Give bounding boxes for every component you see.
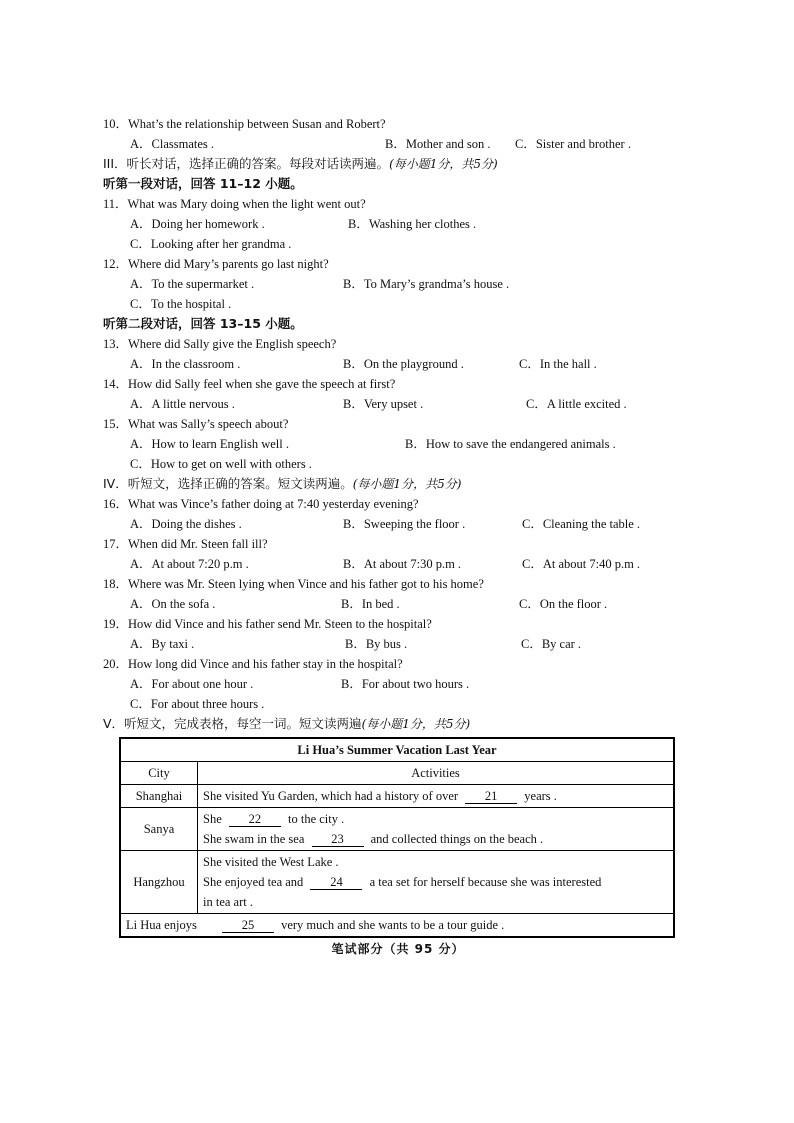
question-20-options-2 <box>103 694 693 714</box>
question-15-options-2 <box>103 454 693 474</box>
hangzhou-l2-text-end: a tea set for herself because she was interested <box>369 875 602 889</box>
blank-23[interactable]: 23 <box>312 832 364 847</box>
q15-option-a[interactable]: A．How to learn English well . <box>130 437 290 451</box>
hangzhou-line-1: She visited the West Lake . <box>203 855 339 869</box>
question-10-options <box>103 134 693 154</box>
blank-24[interactable]: 24 <box>310 875 362 890</box>
blank-25[interactable]: 25 <box>222 918 274 933</box>
table-title: Li Hua’s Summer Vacation Last Year <box>120 738 674 762</box>
sanya-l1-text-end: to the city . <box>288 812 345 826</box>
question-19-stem: 19．How did Vince and his father send Mr. Steen to the hospital? <box>103 617 432 631</box>
q19-option-a[interactable]: A．By taxi . <box>130 637 195 651</box>
col-header-city: City <box>120 762 198 785</box>
written-section-heading: 笔试部分（共 95 分） <box>331 942 465 956</box>
question-13-options <box>103 354 693 374</box>
table-title-row <box>120 738 674 762</box>
q17-option-c[interactable]: C．At about 7:40 p.m . <box>522 557 641 571</box>
q13-option-b[interactable]: B．On the playground . <box>343 357 464 371</box>
question-12-options-2 <box>103 294 693 314</box>
q10-option-c[interactable]: C．Sister and brother . <box>515 137 631 151</box>
sanya-l2-text-end: and collected things on the beach . <box>370 832 544 846</box>
q18-option-b[interactable]: B．In bed . <box>341 597 400 611</box>
section-3-heading <box>103 154 693 174</box>
section-5-heading <box>103 714 693 734</box>
section-4-heading <box>103 474 693 494</box>
question-16-stem: 16．What was Vince’s father doing at 7:40 yesterday evening? <box>103 497 419 511</box>
sanya-line-1 <box>203 809 668 829</box>
question-12-stem: 12．Where did Mary’s parents go last night? <box>103 257 329 271</box>
hangzhou-line-3: in tea art . <box>203 895 253 909</box>
table-row-hangzhou <box>120 851 674 914</box>
col-header-activities: Activities <box>198 762 675 785</box>
question-18-stem: 18．Where was Mr. Steen lying when Vince and his father got to his home? <box>103 577 484 591</box>
q18-option-a[interactable]: A．On the sofa . <box>130 597 216 611</box>
city-shanghai: Shanghai <box>120 785 198 808</box>
q18-option-c[interactable]: C．On the floor . <box>519 597 608 611</box>
section-4-note: (每小题1分，共5分) <box>352 477 462 491</box>
q17-option-b[interactable]: B．At about 7:30 p.m . <box>343 557 462 571</box>
subheading-dialogue-1: 听第一段对话，回答 11–12 小题。 <box>103 176 303 191</box>
question-15-options <box>103 434 693 454</box>
question-17-stem: 17．When did Mr. Steen fall ill? <box>103 537 268 551</box>
question-10-stem: 10．What’s the relationship between Susan and Robert? <box>103 117 386 131</box>
content <box>103 114 693 957</box>
question-11-stem: 11．What was Mary doing when the light went out? <box>103 197 366 211</box>
section-4-title: IV．听短文，选择正确的答案。短文读两遍。 <box>103 476 353 491</box>
q14-option-c[interactable]: C．A little excited . <box>526 397 627 411</box>
q17-option-a[interactable]: A．At about 7:20 p.m . <box>130 557 249 571</box>
question-14-options <box>103 394 693 414</box>
q20-option-c[interactable]: C．For about three hours . <box>130 697 265 711</box>
question-20-options <box>103 674 693 694</box>
city-sanya: Sanya <box>120 808 198 851</box>
table-row-summary <box>120 914 674 938</box>
table-row-sanya <box>120 808 674 851</box>
q16-option-a[interactable]: A．Doing the dishes . <box>130 517 242 531</box>
q14-option-b[interactable]: B．Very upset . <box>343 397 424 411</box>
q13-option-a[interactable]: A．In the classroom . <box>130 357 241 371</box>
q11-option-c[interactable]: C．Looking after her grandma . <box>130 237 292 251</box>
question-16-options <box>103 514 693 534</box>
question-20-stem: 20．How long did Vince and his father stay in the hospital? <box>103 657 403 671</box>
question-14-stem: 14．How did Sally feel when she gave the speech at first? <box>103 377 396 391</box>
q12-option-c[interactable]: C．To the hospital . <box>130 297 232 311</box>
section-5-title: V．听短文，完成表格，每空一词。短文读两遍 <box>103 716 362 731</box>
summary-text-end: very much and she wants to be a tour guide . <box>281 918 505 932</box>
q13-option-c[interactable]: C．In the hall . <box>519 357 597 371</box>
question-17-options <box>103 554 693 574</box>
blank-21[interactable]: 21 <box>465 789 517 804</box>
q11-option-b[interactable]: B．Washing her clothes . <box>348 217 477 231</box>
sanya-l2-text: She swam in the sea <box>203 832 305 846</box>
city-hangzhou: Hangzhou <box>120 851 198 914</box>
summary-cell <box>120 914 674 938</box>
q14-option-a[interactable]: A．A little nervous . <box>130 397 235 411</box>
question-18-options <box>103 594 693 614</box>
q19-option-c[interactable]: C．By car . <box>521 637 582 651</box>
q20-option-b[interactable]: B．For about two hours . <box>341 677 470 691</box>
blank-22[interactable]: 22 <box>229 812 281 827</box>
table-row-shanghai <box>120 785 674 808</box>
sanya-line-2 <box>203 829 668 849</box>
section-5-note: (每小题1分，共5分) <box>361 717 471 731</box>
section-3-note: (每小题1分，共5分) <box>389 157 498 171</box>
q11-option-a[interactable]: A．Doing her homework . <box>130 217 265 231</box>
q10-option-b[interactable]: B．Mother and son . <box>385 137 491 151</box>
vacation-table <box>119 737 675 938</box>
q16-option-b[interactable]: B．Sweeping the floor . <box>343 517 466 531</box>
hangzhou-line-2 <box>203 872 668 892</box>
q12-option-b[interactable]: B．To Mary’s grandma’s house . <box>343 277 510 291</box>
question-11-options <box>103 214 693 234</box>
q19-option-b[interactable]: B．By bus . <box>345 637 408 651</box>
summary-text: Li Hua enjoys <box>126 918 197 932</box>
q16-option-c[interactable]: C．Cleaning the table . <box>522 517 641 531</box>
question-15-stem: 15．What was Sally’s speech about? <box>103 417 289 431</box>
activities-hangzhou <box>198 851 675 914</box>
q15-option-c[interactable]: C．How to get on well with others . <box>130 457 312 471</box>
activities-sanya <box>198 808 675 851</box>
section-3-title: III．听长对话，选择正确的答案。每段对话读两遍。 <box>103 156 390 171</box>
q20-option-a[interactable]: A．For about one hour . <box>130 677 254 691</box>
sanya-l1-text: She <box>203 812 222 826</box>
q10-option-a[interactable]: A．Classmates . <box>130 137 215 151</box>
shanghai-text: She visited Yu Garden, which had a history of over <box>203 789 459 803</box>
question-12-options <box>103 274 693 294</box>
subheading-dialogue-2: 听第二段对话，回答 13–15 小题。 <box>103 316 303 331</box>
hangzhou-l2-text: She enjoyed tea and <box>203 875 304 889</box>
question-19-options <box>103 634 693 654</box>
question-13-stem: 13．Where did Sally give the English speech? <box>103 337 337 351</box>
shanghai-text-end: years . <box>524 789 557 803</box>
q12-option-a[interactable]: A．To the supermarket . <box>130 277 255 291</box>
question-11-options-2 <box>103 234 693 254</box>
activities-shanghai <box>198 785 675 808</box>
q15-option-b[interactable]: B．How to save the endangered animals . <box>405 437 616 451</box>
table-header-row <box>120 762 674 785</box>
